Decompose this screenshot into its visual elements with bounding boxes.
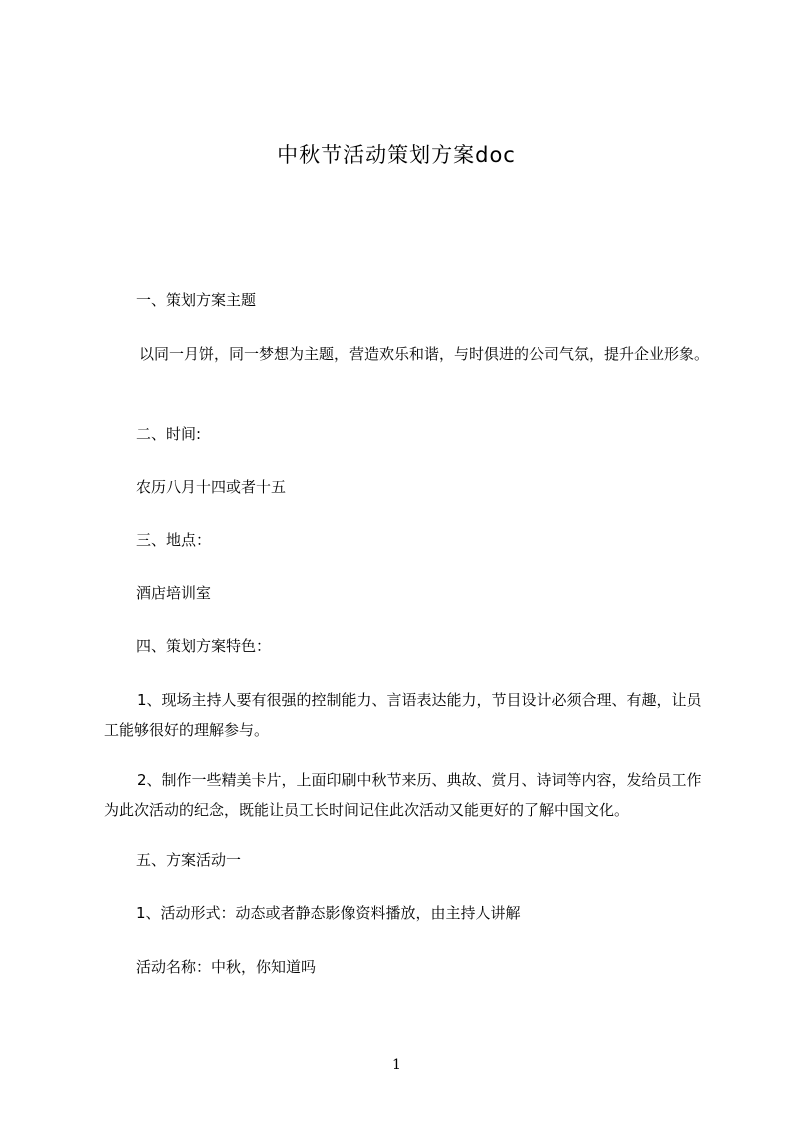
- section-heading-features: 四、策划方案特色：: [136, 637, 272, 655]
- paragraph-time-body: 农历八月十四或者十五: [136, 478, 287, 496]
- page-number: 1: [392, 1057, 401, 1073]
- paragraph-activity-name: 活动名称：中秋，你知道吗: [136, 958, 317, 976]
- document-title: 中秋节活动策划方案doc: [277, 143, 516, 167]
- section-heading-location: 三、地点：: [136, 531, 212, 549]
- paragraph-location-body: 酒店培训室: [136, 584, 212, 602]
- section-heading-time: 二、时间:: [136, 425, 202, 443]
- paragraph-feature-2: 2、制作一些精美卡片，上面印刷中秋节来历、典故、赏月、诗词等内容，发给员工作为此次活动的纪念，既能让员工长时间记住此次活动又能更好的了解中国文化。: [104, 771, 702, 819]
- section-heading-theme: 一、策划方案主题: [136, 291, 257, 309]
- paragraph-activity-form: 1、活动形式：动态或者静态影像资料播放，由主持人讲解: [136, 904, 521, 922]
- section-heading-activity-one: 五、方案活动一: [136, 851, 242, 869]
- paragraph-theme-body: 以同一月饼，同一梦想为主题，营造欢乐和谐，与时俱进的公司气氛，提升企业形象。: [139, 345, 710, 363]
- paragraph-feature-1: 1、现场主持人要有很强的控制能力、言语表达能力，节目设计必须合理、有趣，让员工能够很好的理解参与。: [104, 691, 702, 739]
